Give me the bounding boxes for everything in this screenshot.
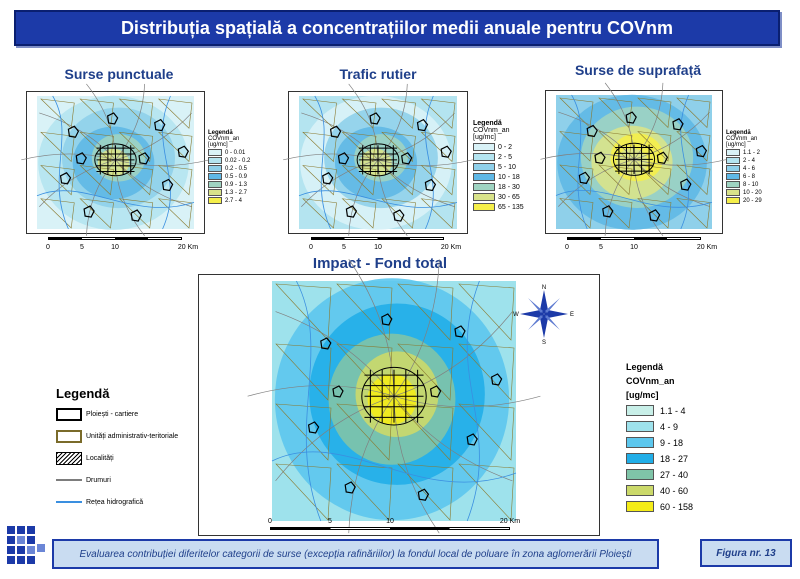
legend-row xyxy=(726,165,786,172)
legend-swatch xyxy=(626,453,654,464)
legend-swatch xyxy=(726,157,740,164)
legend-label: 6 - 8 xyxy=(743,173,756,180)
legend-label: 9 - 18 xyxy=(660,437,684,448)
legend-row xyxy=(208,165,268,172)
legend-row xyxy=(208,181,268,188)
legend-label: 18 - 30 xyxy=(498,183,520,191)
legend-label: 2 - 5 xyxy=(498,153,513,161)
legend-label: 1.1 - 2 xyxy=(743,149,761,156)
map-title-area-sources: Surse de suprafață xyxy=(574,62,702,78)
legend-item-admin-units: Unități administrativ-teritoriale xyxy=(56,429,178,443)
svg-text:W: W xyxy=(513,312,519,318)
legend-swatch xyxy=(626,501,654,512)
legend-swatch xyxy=(473,143,495,151)
map-title-impact: Impact - Fond total xyxy=(312,255,448,272)
map-title-point-sources: Surse punctuale xyxy=(64,66,174,82)
legend-swatch xyxy=(473,203,495,211)
legend-swatch xyxy=(626,437,654,448)
legend-row xyxy=(473,193,535,201)
legend-swatch xyxy=(473,193,495,201)
legend-label: 0.9 - 1.3 xyxy=(225,181,248,188)
legend-item-districts: Ploiești - cartiere xyxy=(56,407,178,421)
legend-swatch xyxy=(626,469,654,480)
legend-label: 2 - 4 xyxy=(743,157,756,164)
legend-label: 10 - 20 xyxy=(743,189,762,196)
legend-item-roads: Drumuri xyxy=(56,473,178,487)
legend-row xyxy=(473,183,535,191)
legend-row xyxy=(626,403,693,418)
legend-map-1: Legendă COVnm_an [ug/mc] 0 - 0.01 0.02 - 0.2 0.2 - 0.5 0.5 - 0.9 0.9 - 1.3 1.3 - 2.7 2.7 - 4 xyxy=(208,130,268,204)
legend-label: 10 - 18 xyxy=(498,173,520,181)
legend-swatch xyxy=(473,173,495,181)
legend-label: 2.7 - 4 xyxy=(225,197,243,204)
legend-swatch xyxy=(473,163,495,171)
legend-swatch xyxy=(726,165,740,172)
institution-logo-icon xyxy=(5,524,47,574)
map-title-road-traffic: Trafic rutier xyxy=(339,66,417,82)
svg-text:N: N xyxy=(541,285,547,291)
legend-swatch xyxy=(626,485,654,496)
legend-swatch xyxy=(726,149,740,156)
legend-label: 27 - 40 xyxy=(660,469,689,480)
figure-number: Figura nr. 13 xyxy=(700,539,792,567)
legend-map-3: Legendă COVnm_an [ug/mc] 1.1 - 2 2 - 4 4 - 6 6 - 8 8 - 10 10 - 20 20 - 29 xyxy=(726,130,786,204)
legend-row xyxy=(473,173,535,181)
legend-row xyxy=(726,173,786,180)
legend-swatch xyxy=(726,197,740,204)
map-road-traffic xyxy=(288,91,468,234)
map-road-traffic-canvas xyxy=(289,92,467,233)
legend-row xyxy=(626,419,693,434)
legend-label: 20 - 29 xyxy=(743,197,762,204)
legend-swatch xyxy=(626,421,654,432)
legend-label: 65 - 135 xyxy=(498,203,524,211)
map-area-sources-canvas xyxy=(546,91,722,233)
legend-row xyxy=(208,157,268,164)
legend-row xyxy=(726,149,786,156)
legend-swatch xyxy=(726,181,740,188)
legend-swatch xyxy=(726,173,740,180)
legend-row xyxy=(208,197,268,204)
legend-row xyxy=(726,197,786,204)
legend-label: 4 - 9 xyxy=(660,421,679,432)
legend-row xyxy=(473,163,535,171)
map-point-sources xyxy=(26,91,205,234)
legend-row xyxy=(626,499,693,514)
page-title: Distribuția spațială a concentrațiilor medii anuale pentru COVnm xyxy=(14,10,780,46)
legend-map-2: Legendă COVnm_an [ug/mc] 0 - 2 2 - 5 5 - 10 10 - 18 18 - 30 30 - 65 65 - 135 xyxy=(473,120,535,211)
legend-row xyxy=(726,181,786,188)
legend-swatch xyxy=(726,189,740,196)
legend-label: 0 - 0.01 xyxy=(225,149,246,156)
compass-rose-icon xyxy=(514,284,574,344)
map-area-sources xyxy=(545,90,723,234)
legend-item-hydro-network: Rețea hidrografică xyxy=(56,495,178,509)
legend-impact: Legendă COVnm_an [ug/mc] 1.1 - 4 4 - 9 9 - 18 18 - 27 27 - 40 40 - 60 60 - 158 xyxy=(626,360,693,514)
legend-row xyxy=(208,173,268,180)
legend-label: 60 - 158 xyxy=(660,501,694,512)
legend-row xyxy=(626,451,693,466)
legend-row xyxy=(726,189,786,196)
legend-label: 0.02 - 0.2 xyxy=(225,157,251,164)
legend-item-localities: Localități xyxy=(56,451,178,465)
svg-text:E: E xyxy=(569,312,575,318)
svg-text:S: S xyxy=(541,340,547,346)
legend-row xyxy=(626,435,693,450)
legend-label: 30 - 65 xyxy=(498,193,520,201)
legend-row xyxy=(208,149,268,156)
legend-swatch xyxy=(208,197,222,204)
legend-swatch xyxy=(208,189,222,196)
legend-row xyxy=(473,203,535,211)
figure-caption: Evaluarea contribuției diferitelor categorii de surse (excepția rafinăriilor) la fondul local de poluare în zona aglomerării Ploiești xyxy=(52,539,659,569)
map-point-sources-canvas xyxy=(27,92,204,233)
legend-label: 0.5 - 0.9 xyxy=(225,173,248,180)
legend-swatch xyxy=(626,405,654,416)
legend-swatch xyxy=(473,153,495,161)
legend-swatch xyxy=(208,165,222,172)
main-legend: Legendă Ploiești - cartiere Unități administrativ-teritoriale Localități Drumuri Rețea hidrografică xyxy=(56,386,178,517)
legend-swatch xyxy=(208,149,222,156)
legend-label: 18 - 27 xyxy=(660,453,689,464)
legend-row xyxy=(473,153,535,161)
legend-label: 8 - 10 xyxy=(743,181,759,188)
legend-swatch xyxy=(473,183,495,191)
legend-swatch xyxy=(208,173,222,180)
legend-swatch xyxy=(208,157,222,164)
legend-row xyxy=(626,467,693,482)
legend-row xyxy=(726,157,786,164)
legend-row xyxy=(208,189,268,196)
legend-label: 1.3 - 2.7 xyxy=(225,189,248,196)
legend-label: 4 - 6 xyxy=(743,165,756,172)
legend-label: 5 - 10 xyxy=(498,163,516,171)
legend-swatch xyxy=(208,181,222,188)
legend-label: 40 - 60 xyxy=(660,485,689,496)
legend-label: 0.2 - 0.5 xyxy=(225,165,248,172)
legend-row xyxy=(473,143,535,151)
legend-row xyxy=(626,483,693,498)
legend-label: 0 - 2 xyxy=(498,143,513,151)
legend-label: 1.1 - 4 xyxy=(660,405,686,416)
